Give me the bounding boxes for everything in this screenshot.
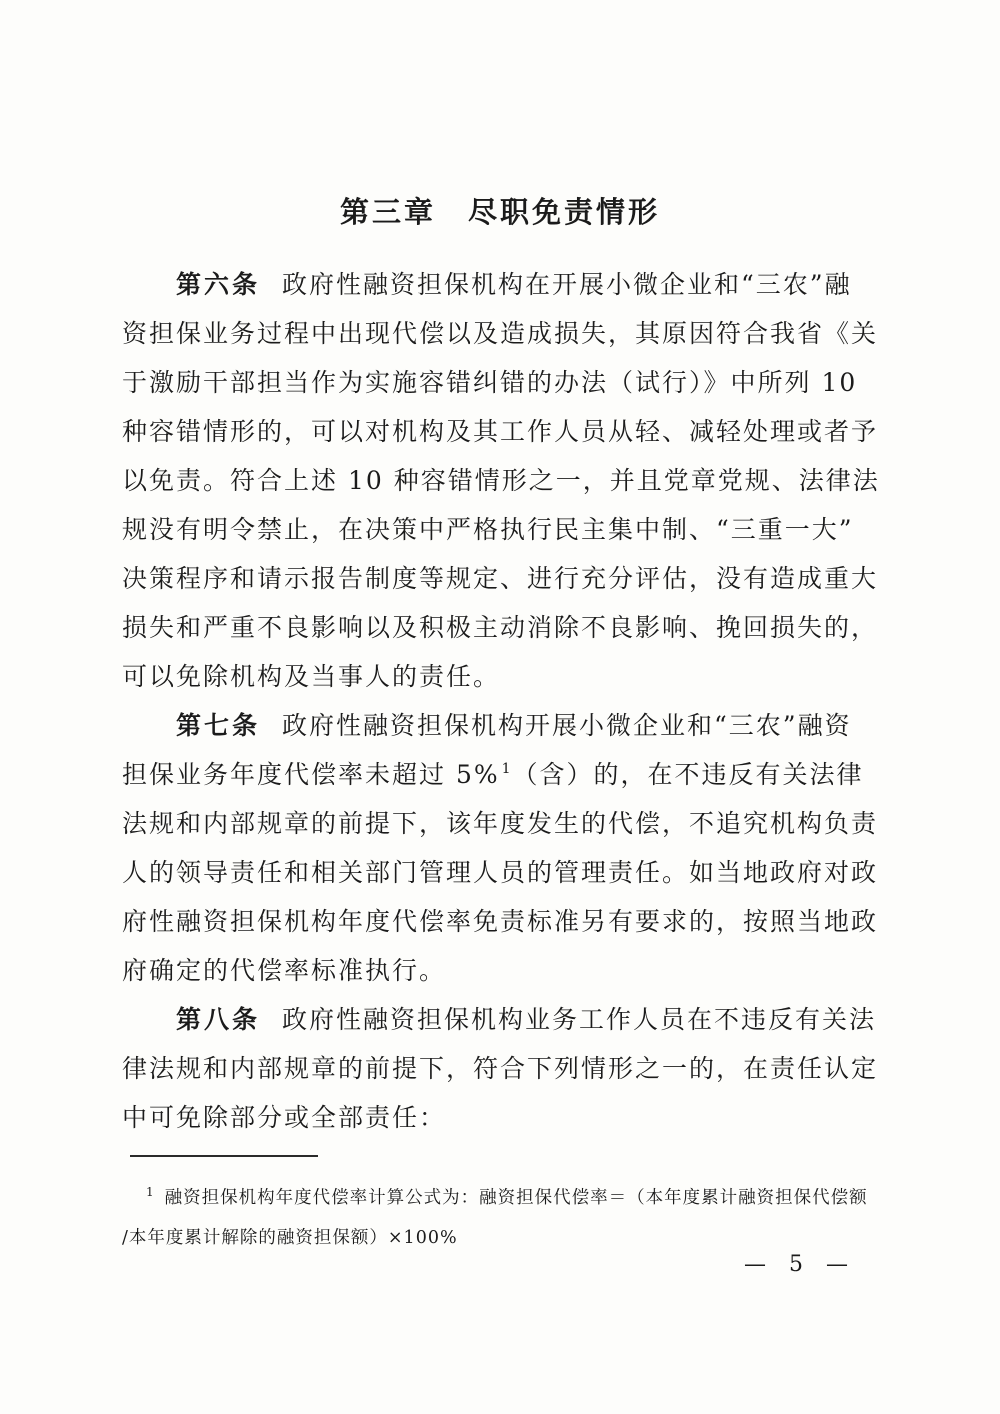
footnote-reference: 1 bbox=[501, 761, 511, 777]
footnote-line: /本年度累计解除的融资担保额）×100% bbox=[122, 1228, 458, 1248]
article-number: 第八条 bbox=[176, 1005, 261, 1034]
body-line: 府确定的代偿率标准执行。 bbox=[122, 956, 447, 985]
body-line bbox=[122, 750, 890, 799]
body-line: 府性融资担保机构年度代偿率免责标准另有要求的，按照当地政 bbox=[122, 907, 879, 936]
body-line: 可以免除机构及当事人的责任。 bbox=[122, 662, 501, 691]
body-line: 规没有明令禁止，在决策中严格执行民主集中制、“三重一大” bbox=[122, 515, 854, 544]
footnote-line bbox=[122, 1178, 884, 1218]
footnote-divider bbox=[130, 1155, 318, 1157]
body-line: 以免责。符合上述 10 种容错情形之一，并且党章党规、法律法 bbox=[122, 466, 880, 495]
body-line: 中可免除部分或全部责任： bbox=[122, 1103, 447, 1132]
line-text: 政府性融资担保机构在开展小微企业和“三农”融 bbox=[282, 270, 852, 299]
body-line: 损失和严重不良影响以及积极主动消除不良影响、挽回损失的， bbox=[122, 613, 879, 642]
body-line: 人的领导责任和相关部门管理人员的管理责任。如当地政府对政 bbox=[122, 858, 879, 887]
body-line bbox=[122, 701, 890, 750]
body-line: 律法规和内部规章的前提下，符合下列情形之一的，在责任认定 bbox=[122, 1054, 879, 1083]
line-text: 担保业务年度代偿率未超过 5% bbox=[122, 760, 500, 789]
line-text: 政府性融资担保机构开展小微企业和“三农”融资 bbox=[282, 711, 852, 740]
footnote-text: 融资担保机构年度代偿率计算公式为：融资担保代偿率＝（本年度累计融资担保代偿额 bbox=[164, 1188, 868, 1208]
body-line bbox=[122, 260, 890, 309]
body-line: 资担保业务过程中出现代偿以及造成损失，其原因符合我省《关 bbox=[122, 319, 879, 348]
body-line bbox=[122, 995, 890, 1044]
body-line: 种容错情形的，可以对机构及其工作人员从轻、减轻处理或者予 bbox=[122, 417, 879, 446]
page-number: — 5 — bbox=[744, 1252, 856, 1277]
article-number: 第六条 bbox=[176, 270, 261, 299]
line-text: （含）的，在不违反有关法律 bbox=[512, 760, 864, 789]
chapter-title: 第三章 尽职免责情形 bbox=[339, 195, 660, 229]
body-line: 于激励干部担当作为实施容错纠错的办法（试行）》中所列 10 bbox=[122, 368, 858, 397]
article-number: 第七条 bbox=[176, 711, 261, 740]
document-body bbox=[122, 260, 890, 1142]
footnote-marker: 1 bbox=[146, 1185, 155, 1199]
body-line: 法规和内部规章的前提下，该年度发生的代偿，不追究机构负责 bbox=[122, 809, 879, 838]
line-text: 政府性融资担保机构业务工作人员在不违反有关法 bbox=[282, 1005, 877, 1034]
body-line: 决策程序和请示报告制度等规定、进行充分评估，没有造成重大 bbox=[122, 564, 879, 593]
footnote bbox=[122, 1178, 884, 1258]
